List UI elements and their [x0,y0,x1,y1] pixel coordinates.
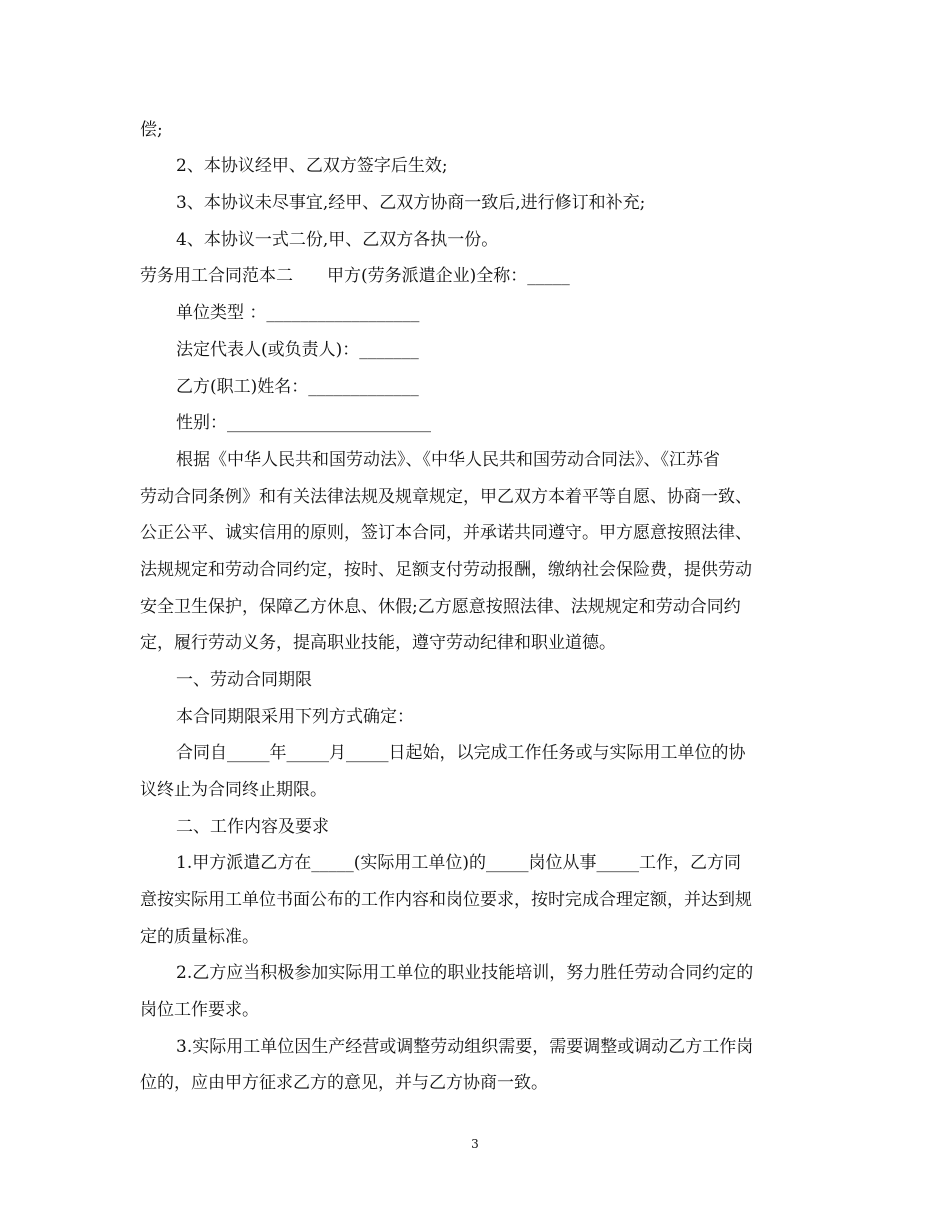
text-line: 定，履行劳动义务，提高职业技能，遵守劳动纪律和职业道德。 [140,633,616,653]
text-line: 岗位工作要求。 [140,1000,259,1020]
text-line: 安全卫生保护，保障乙方休息、休假;乙方愿意按照法律、法规规定和劳动合同约 [140,597,741,617]
text-line: 偿; [140,120,163,140]
text-line: 3、本协议未尽事宜,经甲、乙双方协商一致后,进行修订和补充; [176,193,646,213]
form-field-unit-type: 单位类型 ：__________________ [176,303,420,323]
text-line: 2.乙方应当积极参加实际用工单位的职业技能培训，努力胜任劳动合同约定的 [176,963,754,983]
text-line: 合同自_____年_____月_____日起始，以完成工作任务或与实际用工单位的协 [176,743,746,763]
text-line: 议终止为合同终止期限。 [140,780,327,800]
text-line: 4、本协议一式二份,甲、乙双方各执一份。 [176,230,499,250]
text-line: 意按实际用工单位书面公布的工作内容和岗位要求，按时完成合理定额，并达到规 [140,890,752,910]
form-field-legal-representative: 法定代表人(或负责人)：_______ [176,340,419,360]
form-field-gender: 性别：________________________ [176,413,431,433]
text-line: 3.实际用工单位因生产经营或调整劳动组织需要，需要调整或调动乙方工作岗 [176,1037,754,1057]
section-heading: 二、工作内容及要求 [176,817,329,837]
page-number: 3 [471,1137,479,1151]
text-line: 定的质量标准。 [140,927,259,947]
form-field-employee-name: 乙方(职工)姓名：_____________ [176,377,419,397]
section-heading: 一、劳动合同期限 [176,670,312,690]
text-line: 位的，应由甲方征求乙方的意见，并与乙方协商一致。 [140,1073,548,1093]
text-line: 法规规定和劳动合同约定，按时、足额支付劳动报酬，缴纳社会保险费，提供劳动 [140,560,752,580]
text-line: 公正公平、诚实信用的原则，签订本合同，并承诺共同遵守。甲方愿意按照法律、 [140,523,752,543]
text-line: 本合同期限采用下列方式确定： [176,707,414,727]
section-title-line: 劳务用工合同范本二 甲方(劳务派遣企业)全称：_____ [140,266,570,286]
text-line: 根据《中华人民共和国劳动法》、《中华人民共和国劳动合同法》、《江苏省 [176,450,720,470]
text-line: 2、本协议经甲、乙双方签字后生效; [176,156,448,176]
text-line: 劳动合同条例》和有关法律法规及规章规定，甲乙双方本着平等自愿、协商一致、 [140,487,752,507]
text-line: 1.甲方派遣乙方在_____(实际用工单位)的_____岗位从事_____工作，乙方同 [176,853,741,873]
